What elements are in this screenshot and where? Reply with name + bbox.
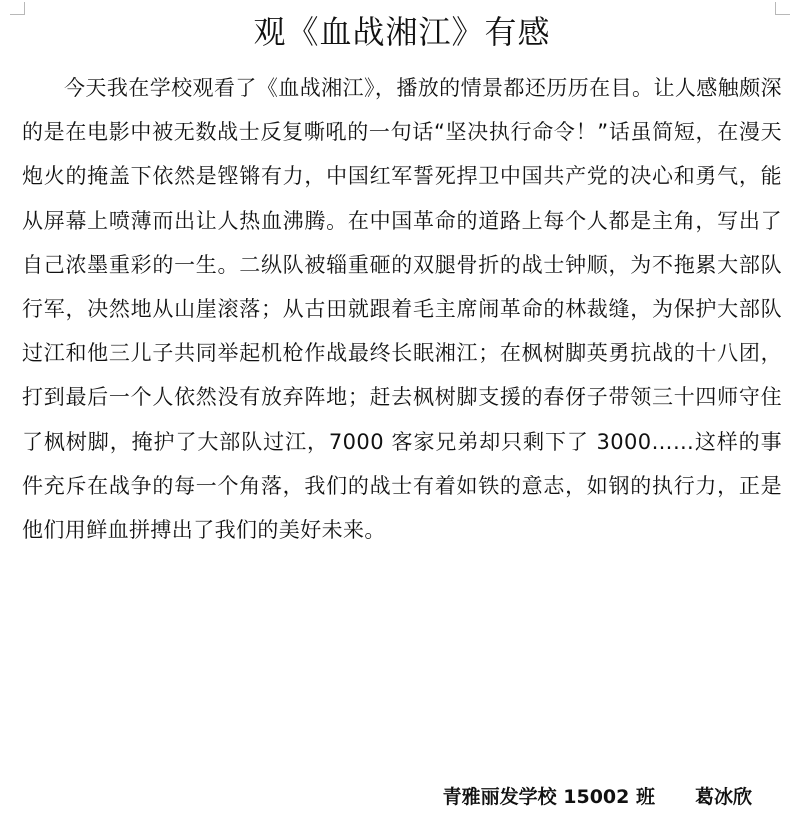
signature-school-class: 青雅丽发学校 15002 班: [442, 786, 655, 808]
signature-line: [443, 782, 752, 809]
document-page: [22, 0, 782, 552]
signature-author: 葛冰欣: [694, 786, 752, 808]
document-body-paragraph: 今天我在学校观看了《血战湘江》，播放的情景都还历历在目。让人感触颇深的是在电影中被无数战士反复嘶吼的一句话“坚决执行命令！”话虽简短，在漫天炮火的掩盖下依然是铿锵有力，中国红军誓死捍卫中国共产党的决心和勇气，能从屏幕上喷薄而出让人热血沸腾。在中国革命的道路上每个人都是主角，写出了自己浓墨重彩的一生。二纵队被辎重砸的双腿骨折的战士钟顺，为不拖累大部队行军，决然地从山崖滚落；从古田就跟着毛主席闹革命的林裁缝，为保护大部队过江和他三儿子共同举起机枪作战最终长眠湘江；在枫树脚英勇抗战的十八团，打到最后一个人依然没有放弃阵地；赶去枫树脚支援的春伢子带领三十四师守住了枫树脚，掩护了大部队过江，7000 客家兄弟却只剩下了 3000……这样的事件充斥在战争的每一个角落，我们的战士有着如铁的意志，如钢的执行力，正是他们用鲜血拼搏出了我们的美好未来。: [22, 76, 782, 543]
document-title: 观《血战湘江》有感: [253, 13, 551, 51]
